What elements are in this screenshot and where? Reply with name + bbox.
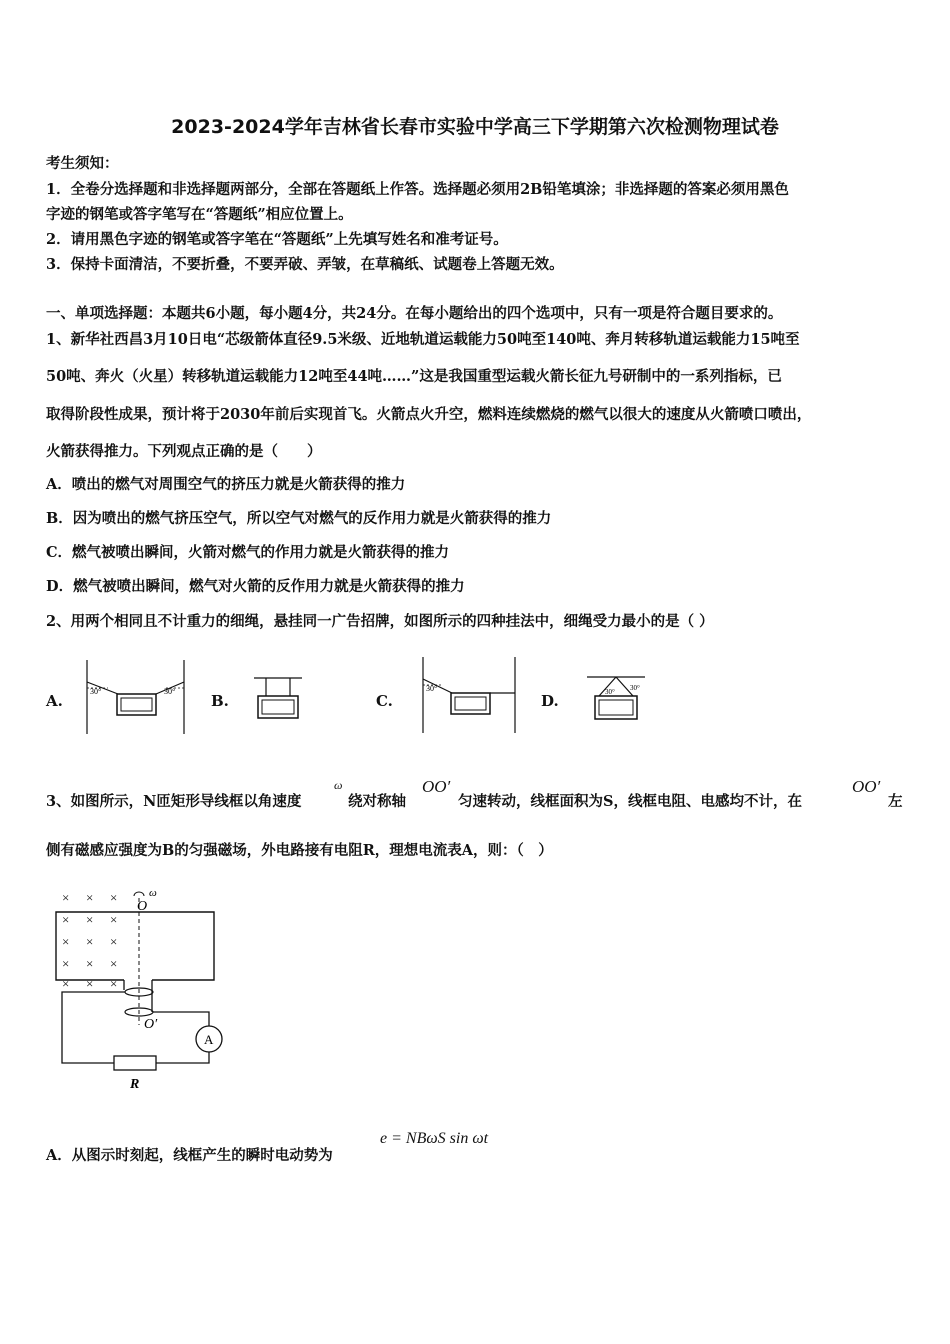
q1-option-c: C．燃气被喷出瞬间，火箭对燃气的作用力就是火箭获得的推力: [46, 544, 450, 561]
q1-option-a: A．喷出的燃气对周围空气的挤压力就是火箭获得的推力: [46, 476, 406, 493]
q3-stem-line-2: 侧有磁感应强度为B的匀强磁场，外电路接有电阻R，理想电流表A，则：（ ）: [46, 842, 553, 859]
q3-option-a: A．从图示时刻起，线框产生的瞬时电动势为: [46, 1147, 333, 1164]
q3-stem-part-a: 3、如图所示，N匝矩形导线框以角速度: [46, 793, 302, 810]
q3-stem-part-c: 匀速转动，线框面积为S，线框电阻、电感均不计，在: [458, 793, 802, 810]
page-title: 2023-2024学年吉林省长春市实验中学高三下学期第六次检测物理试卷: [171, 116, 779, 138]
axis-label-top: O: [137, 899, 148, 914]
notice-item-3: 3．保持卡面清洁，不要折叠，不要弄破、弄皱，在草稿纸、试题卷上答题无效。: [46, 256, 564, 273]
q1-line-2: 50吨、奔火（火星）转移轨道运载能力12吨至44吨……”这是我国重型运载火箭长征九号研制中的一系列指标，已: [46, 368, 782, 385]
q2-a-angle-left: 30°: [90, 687, 102, 696]
field-cross: ×: [110, 890, 118, 905]
q3-axis-1: OO′: [422, 777, 451, 796]
ammeter-label: A: [204, 1032, 214, 1047]
q3-stem-part-b: 绕对称轴: [348, 793, 406, 810]
notice-heading: 考生须知：: [46, 155, 119, 172]
q3-axis-2: OO′: [852, 777, 881, 796]
magnetic-field-crosses: [62, 890, 117, 991]
q2-figure-a: [84, 658, 190, 736]
q2-figure-c: [418, 655, 522, 735]
field-cross: ×: [110, 934, 118, 949]
field-cross: ×: [110, 912, 118, 927]
field-cross: ×: [86, 890, 94, 905]
field-cross: ×: [86, 934, 94, 949]
axis-label-bottom: O′: [144, 1017, 158, 1032]
q2-label-a: A.: [46, 692, 63, 710]
field-cross: ×: [62, 890, 70, 905]
omega-label: ω: [149, 887, 157, 899]
q2-label-d: D.: [541, 692, 559, 710]
q3-stem-part-d: 左: [888, 793, 903, 810]
q2-label-b: B.: [211, 692, 229, 710]
field-cross: ×: [62, 912, 70, 927]
field-cross: ×: [86, 912, 94, 927]
q3-circuit-figure: [44, 880, 234, 1095]
section-heading: 一、单项选择题：本题共6小题，每小题4分，共24分。在每小题给出的四个选项中，只有一项是符合题目要求的。: [46, 305, 783, 322]
q3-omega: ω: [334, 778, 343, 792]
field-cross: ×: [62, 934, 70, 949]
field-cross: ×: [110, 956, 118, 971]
q2-a-angle-right: 30°: [164, 687, 176, 696]
q2-figure-b: [250, 672, 306, 734]
q2-label-c: C.: [376, 692, 393, 710]
field-cross: ×: [86, 976, 94, 991]
q1-line-4: 火箭获得推力。下列观点正确的是（ ）: [46, 443, 322, 460]
notice-item-1: 1．全卷分选择题和非选择题两部分，全部在答题纸上作答。选择题必须用2B铅笔填涂；非选择题的答案必须用黑色: [46, 181, 789, 198]
q2-d-angle-right: 30°: [630, 684, 640, 692]
field-cross: ×: [110, 976, 118, 991]
q1-option-d: D．燃气被喷出瞬间，燃气对火箭的反作用力就是火箭获得的推力: [46, 578, 465, 595]
q2-figure-d: [583, 670, 649, 734]
q2-d-angle-left: 30°: [605, 688, 615, 696]
field-cross: ×: [62, 956, 70, 971]
field-cross: ×: [86, 956, 94, 971]
q3-option-a-formula: e = NBωS sin ωt: [380, 1130, 489, 1147]
notice-item-2: 2．请用黑色字迹的钢笔或答字笔在“答题纸”上先填写姓名和准考证号。: [46, 231, 508, 248]
field-cross: ×: [62, 976, 70, 991]
q1-line-1: 1、新华社西昌3月10日电“芯级箭体直径9.5米级、近地轨道运载能力50吨至140吨、奔月转移轨道运载能力15吨至: [46, 331, 800, 348]
q2-c-angle: 30°: [426, 684, 438, 693]
q1-line-3: 取得阶段性成果，预计将于2030年前后实现首飞。火箭点火升空，燃料连续燃烧的燃气以很大的速度从火箭喷口喷出，: [46, 406, 812, 423]
notice-item-1-cont: 字迹的钢笔或答字笔写在“答题纸”相应位置上。: [46, 206, 353, 223]
resistor-label: R: [130, 1077, 140, 1092]
q2-stem: 2、用两个相同且不计重力的细绳，悬挂同一广告招牌，如图所示的四种挂法中，细绳受力最小的是（ ）: [46, 613, 714, 630]
q1-option-b: B．因为喷出的燃气挤压空气，所以空气对燃气的反作用力就是火箭获得的推力: [46, 510, 552, 527]
